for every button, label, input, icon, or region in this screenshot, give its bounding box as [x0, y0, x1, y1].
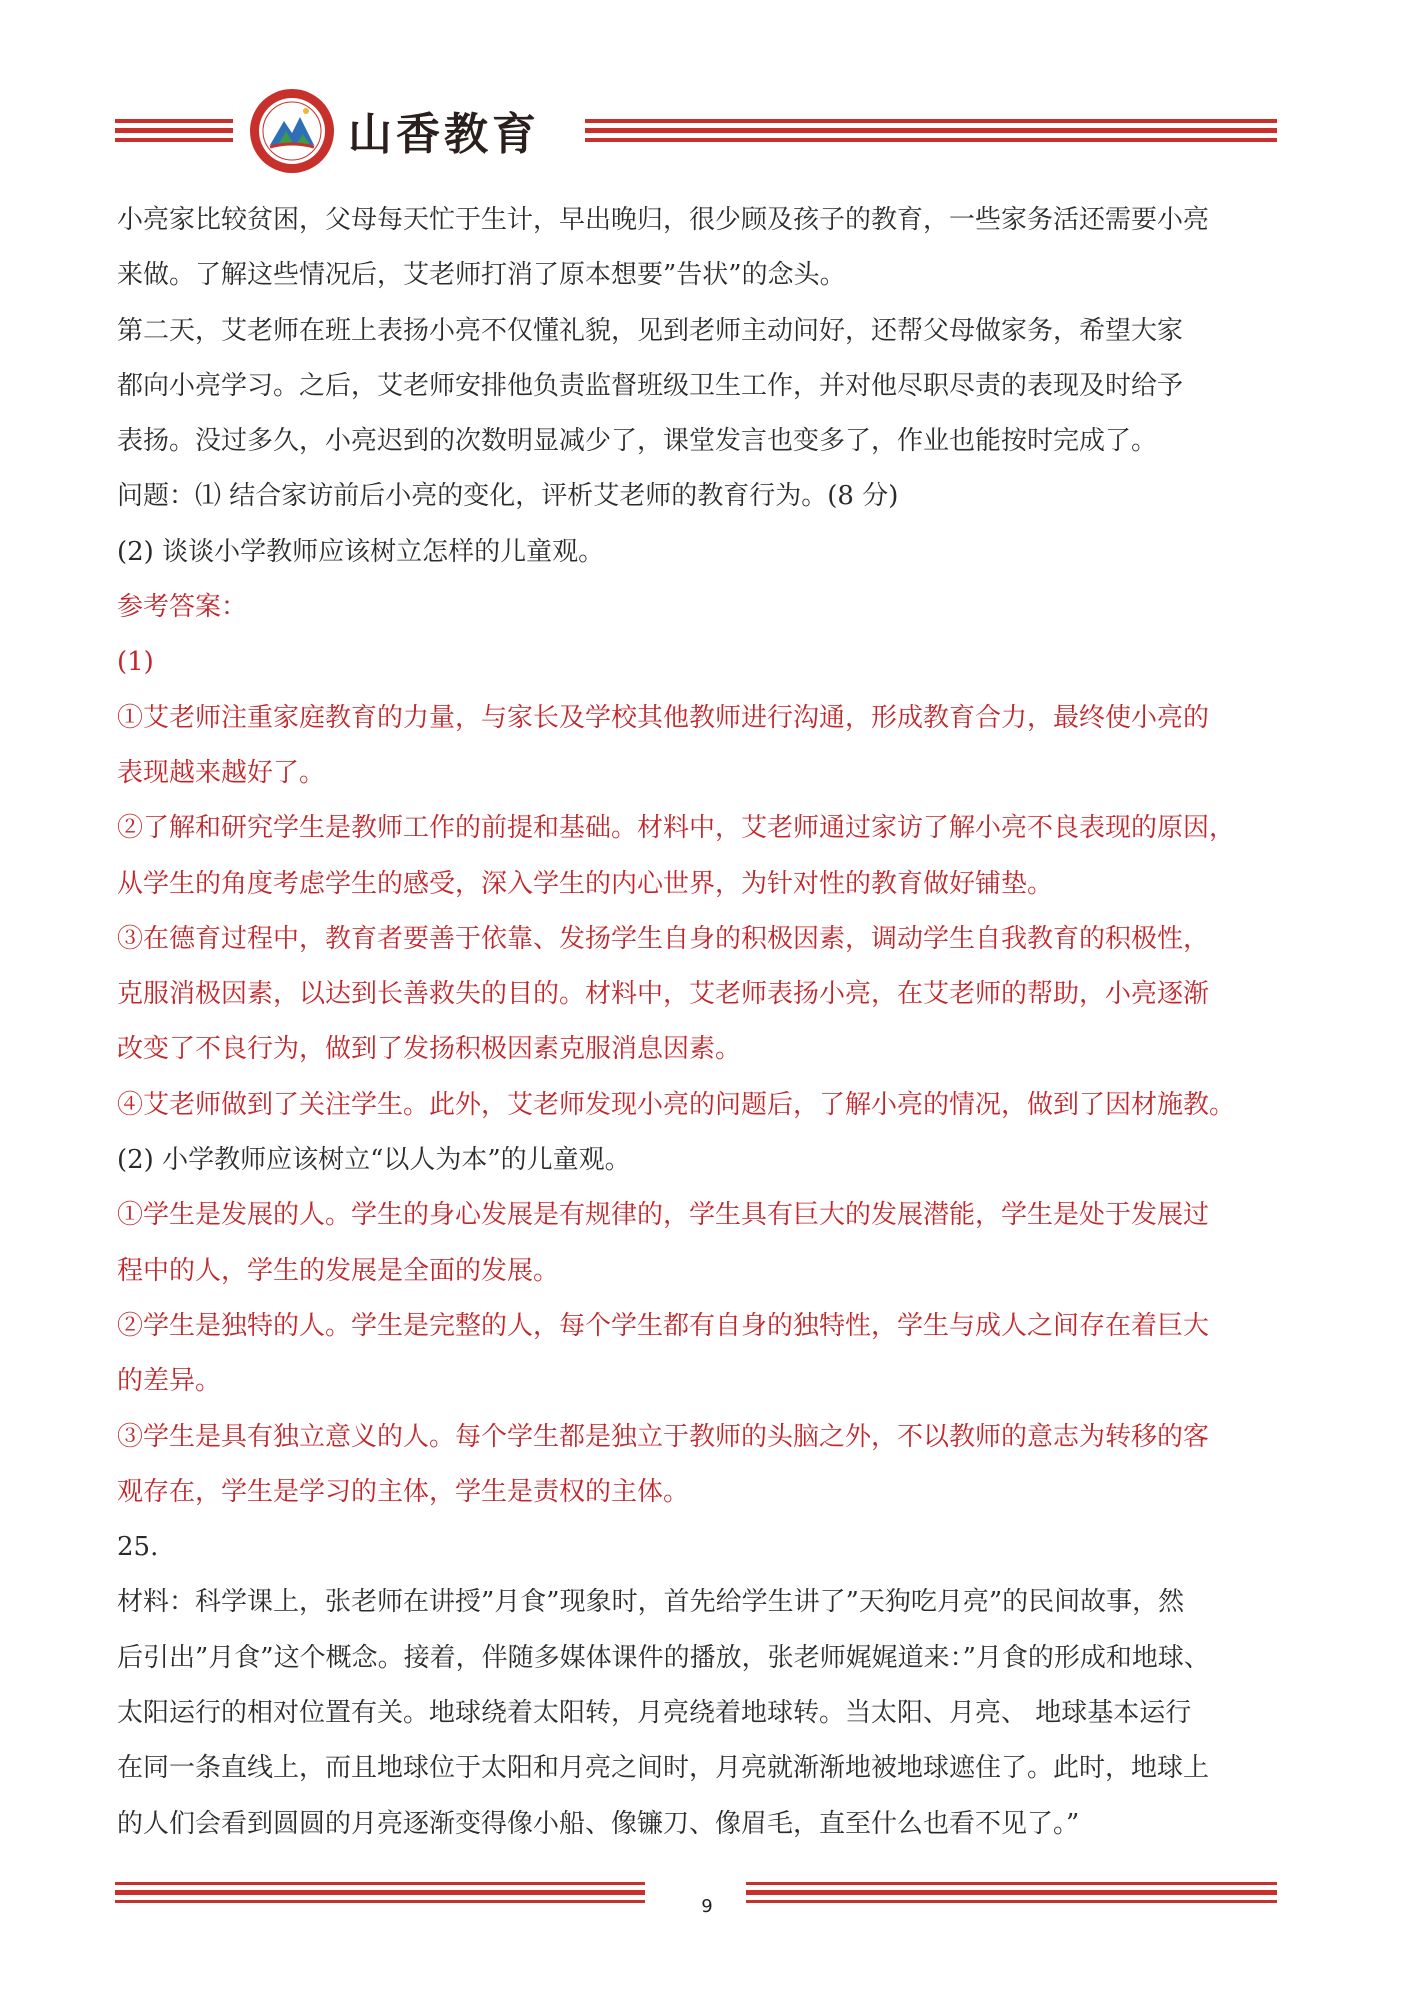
text-line: ②了解和研究学生是教师工作的前提和基础。材料中，艾老师通过家访了解小亮不良表现的原因，: [117, 813, 1236, 844]
stripe: [115, 128, 233, 133]
header-stripes-left: [115, 119, 233, 147]
stripe: [746, 1900, 1277, 1903]
text-line: 表扬。没过多久，小亮迟到的次数明显减少了，课堂发言也变多了，作业也能按时完成了。: [117, 426, 1158, 457]
stripe: [115, 1890, 645, 1895]
text-line: 小亮家比较贫困，父母每天忙于生计，早出晚归，很少顾及孩子的教育，一些家务活还需要小亮: [117, 205, 1210, 235]
footer-stripes-right: [746, 1882, 1277, 1908]
text-line: ④艾老师做到了关注学生。此外，艾老师发现小亮的问题后，了解小亮的情况，做到了因材施教。: [117, 1089, 1236, 1120]
text-line: 都向小亮学习。之后，艾老师安排他负责监督班级卫生工作，并对他尽职尽责的表现及时给予: [117, 370, 1184, 401]
stripe: [115, 1900, 645, 1903]
text-line: 克服消极因素，以达到长善救失的目的。材料中，艾老师表扬小亮，在艾老师的帮助，小亮逐渐: [117, 979, 1210, 1010]
text-line: ②学生是独特的人。学生是完整的人，每个学生都有自身的独特性，学生与成人之间存在着巨大: [117, 1310, 1210, 1341]
brand-name: 山香教育: [348, 109, 540, 160]
page-header: [0, 0, 1414, 190]
text-line: 的差异。: [117, 1366, 222, 1397]
text-line: ③学生是具有独立意义的人。每个学生都是独立于教师的头脑之外，不以教师的意志为转移的客: [117, 1421, 1210, 1452]
text-line: 程中的人，学生的发展是全面的发展。: [117, 1255, 560, 1286]
text-line: 来做。了解这些情况后，艾老师打消了原本想要”告状”的念头。: [117, 260, 846, 291]
logo-emblem-icon: [248, 87, 336, 175]
text-line: 太阳运行的相对位置有关。地球绕着太阳转，月亮绕着地球转。当太阳、月亮、 地球基本运行: [117, 1698, 1192, 1729]
text-line: (2) 谈谈小学教师应该树立怎样的儿童观。: [117, 536, 605, 567]
text-line: (2) 小学教师应该树立“以人为本”的儿童观。: [117, 1145, 631, 1176]
text-line: 后引出”月食”这个概念。接着，伴随多媒体课件的播放，张老师娓娓道来：”月食的形成和地球、: [117, 1642, 1210, 1673]
text-line: 表现越来越好了。: [117, 757, 326, 788]
text-line: ①学生是发展的人。学生的身心发展是有规律的，学生具有巨大的发展潜能，学生是处于发展过: [117, 1200, 1210, 1231]
text-line: 观存在，学生是学习的主体，学生是责权的主体。: [117, 1476, 690, 1507]
text-line: 材料：科学课上，张老师在讲授”月食”现象时，首先给学生讲了”天狗吃月亮”的民间故事，然: [117, 1587, 1185, 1618]
text-line: ①艾老师注重家庭教育的力量，与家长及学校其他教师进行沟通，形成教育合力，最终使小亮的: [117, 702, 1210, 733]
stripe: [115, 1882, 645, 1885]
stripe: [115, 138, 233, 142]
header-stripes-right: [585, 119, 1277, 147]
page-content: [117, 193, 1307, 1852]
stripe: [585, 119, 1277, 123]
text-line: 的人们会看到圆圆的月亮逐渐变得像小船、像镰刀、像眉毛，直至什么也看不见了。”: [117, 1808, 1080, 1839]
text-line: 改变了不良行为，做到了发扬积极因素克服消息因素。: [117, 1034, 742, 1065]
text-line: (1): [117, 647, 154, 678]
text-line: 第二天，艾老师在班上表扬小亮不仅懂礼貌，见到老师主动问好，还帮父母做家务，希望大家: [117, 315, 1184, 346]
stripe: [115, 119, 233, 123]
stripe: [585, 128, 1277, 133]
stripe: [746, 1890, 1277, 1895]
stripe: [585, 138, 1277, 142]
text-line: 参考答案：: [117, 592, 248, 623]
brand-logo: [248, 87, 336, 175]
text-line: ③在德育过程中，教育者要善于依靠、发扬学生自身的积极因素，调动学生自我教育的积极性，: [117, 923, 1210, 954]
page-number: 9: [701, 1896, 713, 1917]
stripe: [746, 1882, 1277, 1885]
footer-stripes-left: [115, 1882, 645, 1908]
text-line: 从学生的角度考虑学生的感受，深入学生的内心世界，为针对性的教育做好铺垫。: [117, 868, 1054, 899]
text-line: 在同一条直线上，而且地球位于太阳和月亮之间时，月亮就渐渐地被地球遮住了。此时，地球上: [117, 1753, 1210, 1784]
text-line: 25.: [117, 1532, 159, 1563]
text-line: 问题：⑴ 结合家访前后小亮的变化，评析艾老师的教育行为。(8 分): [117, 481, 899, 512]
